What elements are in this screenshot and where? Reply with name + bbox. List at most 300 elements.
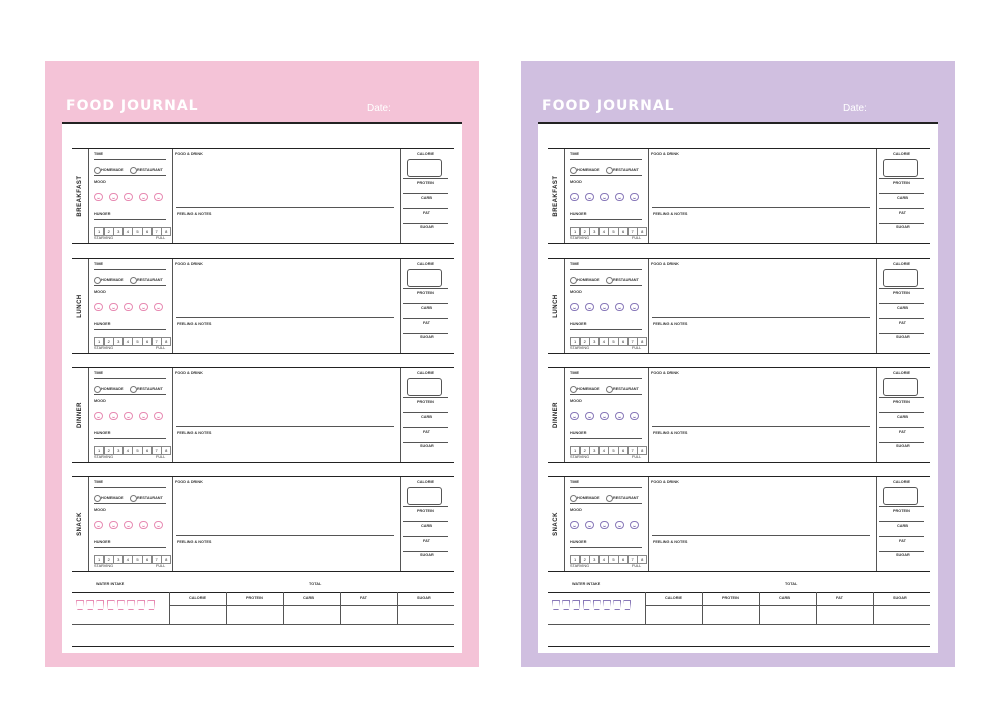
starving-label: STARVING [570, 455, 590, 459]
hunger-level-5[interactable]: 5 [132, 337, 142, 346]
divider [94, 285, 166, 286]
homemade-label: HOMEMADE [101, 278, 124, 282]
hunger-level-8[interactable]: 8 [161, 227, 171, 236]
mood-face-icon[interactable] [600, 193, 609, 202]
mood-face-icon[interactable] [109, 521, 118, 530]
mood-face-icon[interactable] [154, 412, 163, 421]
rule-line [403, 551, 448, 552]
rule-line [879, 412, 924, 413]
hunger-level-4[interactable]: 4 [599, 227, 609, 236]
totals-divider [759, 592, 760, 624]
feeling-notes-label: FEELING & NOTES [653, 322, 688, 326]
hunger-level-4[interactable]: 4 [123, 555, 133, 564]
time-label: TIME [570, 480, 580, 484]
calorie-input[interactable] [407, 378, 442, 396]
hunger-level-4[interactable]: 4 [599, 337, 609, 346]
total-fat-label: FAT [360, 596, 367, 600]
restaurant-checkbox[interactable] [130, 167, 137, 174]
homemade-checkbox[interactable] [570, 167, 577, 174]
total-protein-field[interactable] [226, 605, 283, 606]
hunger-level-7[interactable]: 7 [628, 555, 638, 564]
water-intake-label: WATER INTAKE [572, 582, 601, 586]
hunger-level-6[interactable]: 6 [142, 227, 152, 236]
homemade-checkbox[interactable] [570, 495, 577, 502]
sugar-label: SUGAR [896, 553, 910, 557]
full-label: FULL [632, 455, 642, 459]
hunger-level-4[interactable]: 4 [123, 227, 133, 236]
meal-section-dinner [72, 367, 454, 463]
hunger-level-8[interactable]: 8 [637, 337, 647, 346]
starving-label: STARVING [94, 564, 114, 568]
hunger-label: HUNGER [570, 322, 587, 326]
calorie-label: CALORIE [417, 262, 435, 266]
restaurant-checkbox[interactable] [606, 277, 613, 284]
hunger-level-2[interactable]: 2 [104, 227, 114, 236]
total-label: TOTAL [309, 582, 322, 586]
rule-line [403, 506, 448, 507]
calorie-label: CALORIE [893, 371, 911, 375]
rule-line [879, 427, 924, 428]
mood-face-icon[interactable] [109, 412, 118, 421]
hunger-level-1[interactable]: 1 [94, 555, 104, 564]
total-calorie-field[interactable] [169, 605, 226, 606]
hunger-level-3[interactable]: 3 [113, 227, 123, 236]
hunger-level-8[interactable]: 8 [161, 555, 171, 564]
mood-face-icon[interactable] [94, 412, 103, 421]
calorie-label: CALORIE [893, 152, 911, 156]
mood-face-icon[interactable] [570, 193, 579, 202]
carb-label: CARB [897, 415, 908, 419]
total-carb-field[interactable] [759, 605, 816, 606]
mood-selector [94, 516, 169, 524]
hunger-scale [570, 337, 647, 346]
hunger-level-6[interactable]: 6 [618, 337, 628, 346]
total-calorie-label: CALORIE [189, 596, 207, 600]
date-label: Date: [367, 103, 391, 114]
homemade-label: HOMEMADE [101, 496, 124, 500]
restaurant-label: RESTAURANT [137, 278, 163, 282]
starving-label: STARVING [570, 346, 590, 350]
water-cup-icon[interactable] [137, 600, 145, 610]
summary-bottom-rule [72, 646, 454, 647]
rule-line [879, 333, 924, 334]
mood-face-icon[interactable] [124, 303, 133, 312]
restaurant-checkbox[interactable] [130, 495, 137, 502]
hunger-level-6[interactable]: 6 [142, 337, 152, 346]
full-label: FULL [156, 346, 166, 350]
mood-selector [94, 407, 169, 415]
mood-face-icon[interactable] [124, 521, 133, 530]
sugar-label: SUGAR [420, 225, 434, 229]
totals-divider [645, 592, 646, 624]
restaurant-label: RESTAURANT [137, 168, 163, 172]
hunger-level-2[interactable]: 2 [104, 555, 114, 564]
mood-selector [570, 516, 645, 524]
column-divider [876, 368, 877, 462]
column-divider [400, 477, 401, 571]
rule-line [403, 536, 448, 537]
water-cup-icon[interactable] [117, 600, 125, 610]
water-cup-icon[interactable] [127, 600, 135, 610]
mood-selector [570, 188, 645, 196]
hunger-level-8[interactable]: 8 [637, 227, 647, 236]
hunger-level-1[interactable]: 1 [570, 555, 580, 564]
hunger-level-4[interactable]: 4 [123, 337, 133, 346]
food-drink-label: FOOD & DRINK [651, 371, 679, 375]
divider [570, 547, 642, 548]
hunger-level-7[interactable]: 7 [152, 555, 162, 564]
starving-label: STARVING [94, 346, 114, 350]
water-cup-icon[interactable] [96, 600, 104, 610]
hunger-level-2[interactable]: 2 [104, 446, 114, 455]
divider [570, 503, 642, 504]
hunger-level-3[interactable]: 3 [589, 227, 599, 236]
food-drink-label: FOOD & DRINK [175, 262, 203, 266]
mood-face-icon[interactable] [630, 193, 639, 202]
meal-label [72, 149, 89, 243]
total-sugar-field[interactable] [397, 605, 454, 606]
hunger-level-1[interactable]: 1 [94, 446, 104, 455]
totals-divider [340, 592, 341, 624]
calorie-input[interactable] [407, 159, 442, 177]
meal-label [548, 368, 565, 462]
column-divider [400, 259, 401, 353]
food-drink-field[interactable] [176, 317, 394, 318]
mood-face-icon[interactable] [570, 303, 579, 312]
total-carb-label: CARB [303, 596, 314, 600]
carb-label: CARB [897, 196, 908, 200]
total-sugar-field[interactable] [873, 605, 930, 606]
hunger-level-1[interactable]: 1 [570, 227, 580, 236]
time-label: TIME [94, 152, 104, 156]
hunger-level-2[interactable]: 2 [580, 555, 590, 564]
hunger-level-8[interactable]: 8 [637, 555, 647, 564]
mood-face-icon[interactable] [600, 521, 609, 530]
hunger-level-3[interactable]: 3 [589, 337, 599, 346]
mood-face-icon[interactable] [585, 303, 594, 312]
hunger-level-5[interactable]: 5 [608, 337, 618, 346]
mood-face-icon[interactable] [600, 303, 609, 312]
hunger-level-8[interactable]: 8 [161, 337, 171, 346]
total-protein-field[interactable] [702, 605, 759, 606]
hunger-level-7[interactable]: 7 [152, 446, 162, 455]
time-label: TIME [94, 480, 104, 484]
fat-label: FAT [899, 539, 906, 543]
meal-name: SNACK [77, 512, 83, 536]
meal-label [548, 477, 565, 571]
hunger-level-1[interactable]: 1 [94, 337, 104, 346]
rule-line [403, 193, 448, 194]
water-cup-icon[interactable] [147, 600, 155, 610]
mood-label: MOOD [94, 508, 106, 512]
total-label: TOTAL [785, 582, 798, 586]
calorie-input[interactable] [883, 487, 918, 505]
homemade-label: HOMEMADE [577, 387, 600, 391]
sugar-label: SUGAR [896, 444, 910, 448]
total-calorie-label: CALORIE [665, 596, 683, 600]
full-label: FULL [632, 346, 642, 350]
mood-face-icon[interactable] [139, 193, 148, 202]
hunger-level-6[interactable]: 6 [618, 227, 628, 236]
total-calorie-field[interactable] [645, 605, 702, 606]
food-drink-field[interactable] [652, 207, 870, 208]
water-cup-icon[interactable] [613, 600, 621, 610]
time-label: TIME [570, 371, 580, 375]
hunger-level-5[interactable]: 5 [608, 555, 618, 564]
food-drink-label: FOOD & DRINK [175, 371, 203, 375]
header-rule [538, 122, 938, 124]
food-drink-field[interactable] [652, 426, 870, 427]
sugar-label: SUGAR [420, 335, 434, 339]
mood-face-icon[interactable] [94, 193, 103, 202]
mood-selector [94, 188, 169, 196]
total-carb-label: CARB [779, 596, 790, 600]
feeling-notes-label: FEELING & NOTES [653, 540, 688, 544]
hunger-level-3[interactable]: 3 [113, 337, 123, 346]
water-cup-icon[interactable] [86, 600, 94, 610]
mood-face-icon[interactable] [630, 521, 639, 530]
hunger-level-5[interactable]: 5 [132, 446, 142, 455]
water-cup-icon[interactable] [583, 600, 591, 610]
full-label: FULL [156, 564, 166, 568]
divider [570, 329, 642, 330]
mood-face-icon[interactable] [585, 521, 594, 530]
hunger-scale [94, 555, 171, 564]
mood-face-icon[interactable] [570, 521, 579, 530]
time-line [94, 487, 166, 488]
mood-label: MOOD [570, 399, 582, 403]
sugar-label: SUGAR [896, 225, 910, 229]
homemade-checkbox[interactable] [94, 386, 101, 393]
full-label: FULL [632, 564, 642, 568]
calorie-input[interactable] [883, 269, 918, 287]
water-cup-icon[interactable] [107, 600, 115, 610]
full-label: FULL [156, 455, 166, 459]
hunger-level-6[interactable]: 6 [142, 555, 152, 564]
hunger-level-3[interactable]: 3 [589, 446, 599, 455]
meal-name: DINNER [553, 401, 559, 429]
hunger-level-7[interactable]: 7 [628, 227, 638, 236]
calorie-input[interactable] [407, 269, 442, 287]
mood-face-icon[interactable] [124, 193, 133, 202]
mood-face-icon[interactable] [94, 521, 103, 530]
column-divider [172, 259, 173, 353]
homemade-checkbox[interactable] [570, 277, 577, 284]
water-cup-icon[interactable] [562, 600, 570, 610]
hunger-level-5[interactable]: 5 [608, 446, 618, 455]
page-title: FOOD JOURNAL [66, 98, 199, 114]
food-drink-field[interactable] [652, 535, 870, 536]
divider [94, 329, 166, 330]
homemade-checkbox[interactable] [94, 167, 101, 174]
rule-line [879, 288, 924, 289]
calorie-input[interactable] [883, 159, 918, 177]
water-cup-icon[interactable] [572, 600, 580, 610]
carb-label: CARB [421, 415, 432, 419]
hunger-level-4[interactable]: 4 [599, 555, 609, 564]
protein-label: PROTEIN [417, 509, 434, 513]
mood-face-icon[interactable] [630, 412, 639, 421]
totals-divider [283, 592, 284, 624]
mood-face-icon[interactable] [154, 193, 163, 202]
hunger-level-7[interactable]: 7 [152, 337, 162, 346]
restaurant-checkbox[interactable] [130, 277, 137, 284]
water-cup-icon[interactable] [552, 600, 560, 610]
homemade-label: HOMEMADE [101, 387, 124, 391]
hunger-level-2[interactable]: 2 [104, 337, 114, 346]
column-divider [876, 149, 877, 243]
hunger-level-7[interactable]: 7 [628, 337, 638, 346]
restaurant-checkbox[interactable] [606, 167, 613, 174]
water-cup-icon[interactable] [593, 600, 601, 610]
hunger-level-6[interactable]: 6 [618, 555, 628, 564]
mood-label: MOOD [570, 290, 582, 294]
hunger-level-5[interactable]: 5 [608, 227, 618, 236]
totals-divider [816, 592, 817, 624]
journal-sheet [62, 122, 462, 653]
protein-label: PROTEIN [893, 400, 910, 404]
mood-face-icon[interactable] [94, 303, 103, 312]
mood-label: MOOD [94, 180, 106, 184]
hunger-level-4[interactable]: 4 [123, 446, 133, 455]
hunger-level-1[interactable]: 1 [570, 337, 580, 346]
protein-label: PROTEIN [893, 509, 910, 513]
water-cup-icon[interactable] [603, 600, 611, 610]
mood-face-icon[interactable] [139, 412, 148, 421]
daily-summary [548, 582, 930, 653]
divider [570, 285, 642, 286]
mood-face-icon[interactable] [600, 412, 609, 421]
hunger-level-2[interactable]: 2 [580, 446, 590, 455]
hunger-level-1[interactable]: 1 [570, 446, 580, 455]
mood-face-icon[interactable] [630, 303, 639, 312]
journal-page-purple [521, 61, 955, 667]
hunger-level-3[interactable]: 3 [589, 555, 599, 564]
feeling-notes-label: FEELING & NOTES [653, 431, 688, 435]
hunger-level-6[interactable]: 6 [142, 446, 152, 455]
mood-face-icon[interactable] [154, 521, 163, 530]
calorie-label: CALORIE [893, 262, 911, 266]
restaurant-checkbox[interactable] [606, 386, 613, 393]
hunger-level-7[interactable]: 7 [152, 227, 162, 236]
sugar-label: SUGAR [420, 553, 434, 557]
homemade-checkbox[interactable] [94, 495, 101, 502]
restaurant-checkbox[interactable] [130, 386, 137, 393]
total-fat-field[interactable] [340, 605, 397, 606]
mood-face-icon[interactable] [615, 412, 624, 421]
mood-face-icon[interactable] [124, 412, 133, 421]
restaurant-checkbox[interactable] [606, 495, 613, 502]
summary-bottom-rule [548, 646, 930, 647]
calorie-input[interactable] [883, 378, 918, 396]
hunger-level-3[interactable]: 3 [113, 446, 123, 455]
hunger-level-3[interactable]: 3 [113, 555, 123, 564]
carb-label: CARB [421, 196, 432, 200]
divider [570, 175, 642, 176]
protein-label: PROTEIN [893, 291, 910, 295]
water-cup-icon[interactable] [623, 600, 631, 610]
divider [94, 175, 166, 176]
totals-divider [169, 592, 170, 624]
total-fat-label: FAT [836, 596, 843, 600]
protein-label: PROTEIN [417, 400, 434, 404]
homemade-label: HOMEMADE [577, 168, 600, 172]
restaurant-label: RESTAURANT [137, 496, 163, 500]
header-rule [62, 122, 462, 124]
homemade-label: HOMEMADE [577, 496, 600, 500]
homemade-checkbox[interactable] [570, 386, 577, 393]
fat-label: FAT [899, 211, 906, 215]
mood-selector [570, 407, 645, 415]
time-line [570, 269, 642, 270]
mood-face-icon[interactable] [109, 193, 118, 202]
total-carb-field[interactable] [283, 605, 340, 606]
date-label: Date: [843, 103, 867, 114]
meal-section-lunch [548, 258, 930, 354]
hunger-level-7[interactable]: 7 [628, 446, 638, 455]
mood-face-icon[interactable] [139, 303, 148, 312]
meal-section-breakfast [548, 148, 930, 244]
full-label: FULL [632, 236, 642, 240]
rule-line [403, 427, 448, 428]
hunger-level-8[interactable]: 8 [637, 446, 647, 455]
calorie-label: CALORIE [417, 480, 435, 484]
hunger-level-2[interactable]: 2 [580, 337, 590, 346]
time-label: TIME [94, 371, 104, 375]
mood-face-icon[interactable] [615, 303, 624, 312]
column-divider [648, 149, 649, 243]
divider [94, 438, 166, 439]
mood-face-icon[interactable] [154, 303, 163, 312]
hunger-label: HUNGER [570, 212, 587, 216]
hunger-level-5[interactable]: 5 [132, 555, 142, 564]
hunger-level-6[interactable]: 6 [618, 446, 628, 455]
total-fat-field[interactable] [816, 605, 873, 606]
homemade-checkbox[interactable] [94, 277, 101, 284]
divider [94, 219, 166, 220]
mood-face-icon[interactable] [585, 412, 594, 421]
divider [94, 503, 166, 504]
food-drink-field[interactable] [176, 535, 394, 536]
water-cup-icon[interactable] [76, 600, 84, 610]
mood-label: MOOD [94, 290, 106, 294]
hunger-label: HUNGER [94, 212, 111, 216]
food-drink-field[interactable] [652, 317, 870, 318]
totals-divider [226, 592, 227, 624]
food-drink-field[interactable] [176, 207, 394, 208]
hunger-level-1[interactable]: 1 [94, 227, 104, 236]
mood-face-icon[interactable] [570, 412, 579, 421]
mood-face-icon[interactable] [139, 521, 148, 530]
rule-line [879, 521, 924, 522]
rule-line [879, 303, 924, 304]
hunger-label: HUNGER [570, 540, 587, 544]
journal-sheet [538, 122, 938, 653]
mood-face-icon[interactable] [615, 521, 624, 530]
mood-face-icon[interactable] [585, 193, 594, 202]
hunger-scale [94, 337, 171, 346]
hunger-level-8[interactable]: 8 [161, 446, 171, 455]
meal-name: DINNER [77, 401, 83, 429]
hunger-level-2[interactable]: 2 [580, 227, 590, 236]
mood-face-icon[interactable] [109, 303, 118, 312]
calorie-input[interactable] [407, 487, 442, 505]
food-drink-field[interactable] [176, 426, 394, 427]
hunger-level-5[interactable]: 5 [132, 227, 142, 236]
starving-label: STARVING [570, 236, 590, 240]
mood-face-icon[interactable] [615, 193, 624, 202]
hunger-level-4[interactable]: 4 [599, 446, 609, 455]
